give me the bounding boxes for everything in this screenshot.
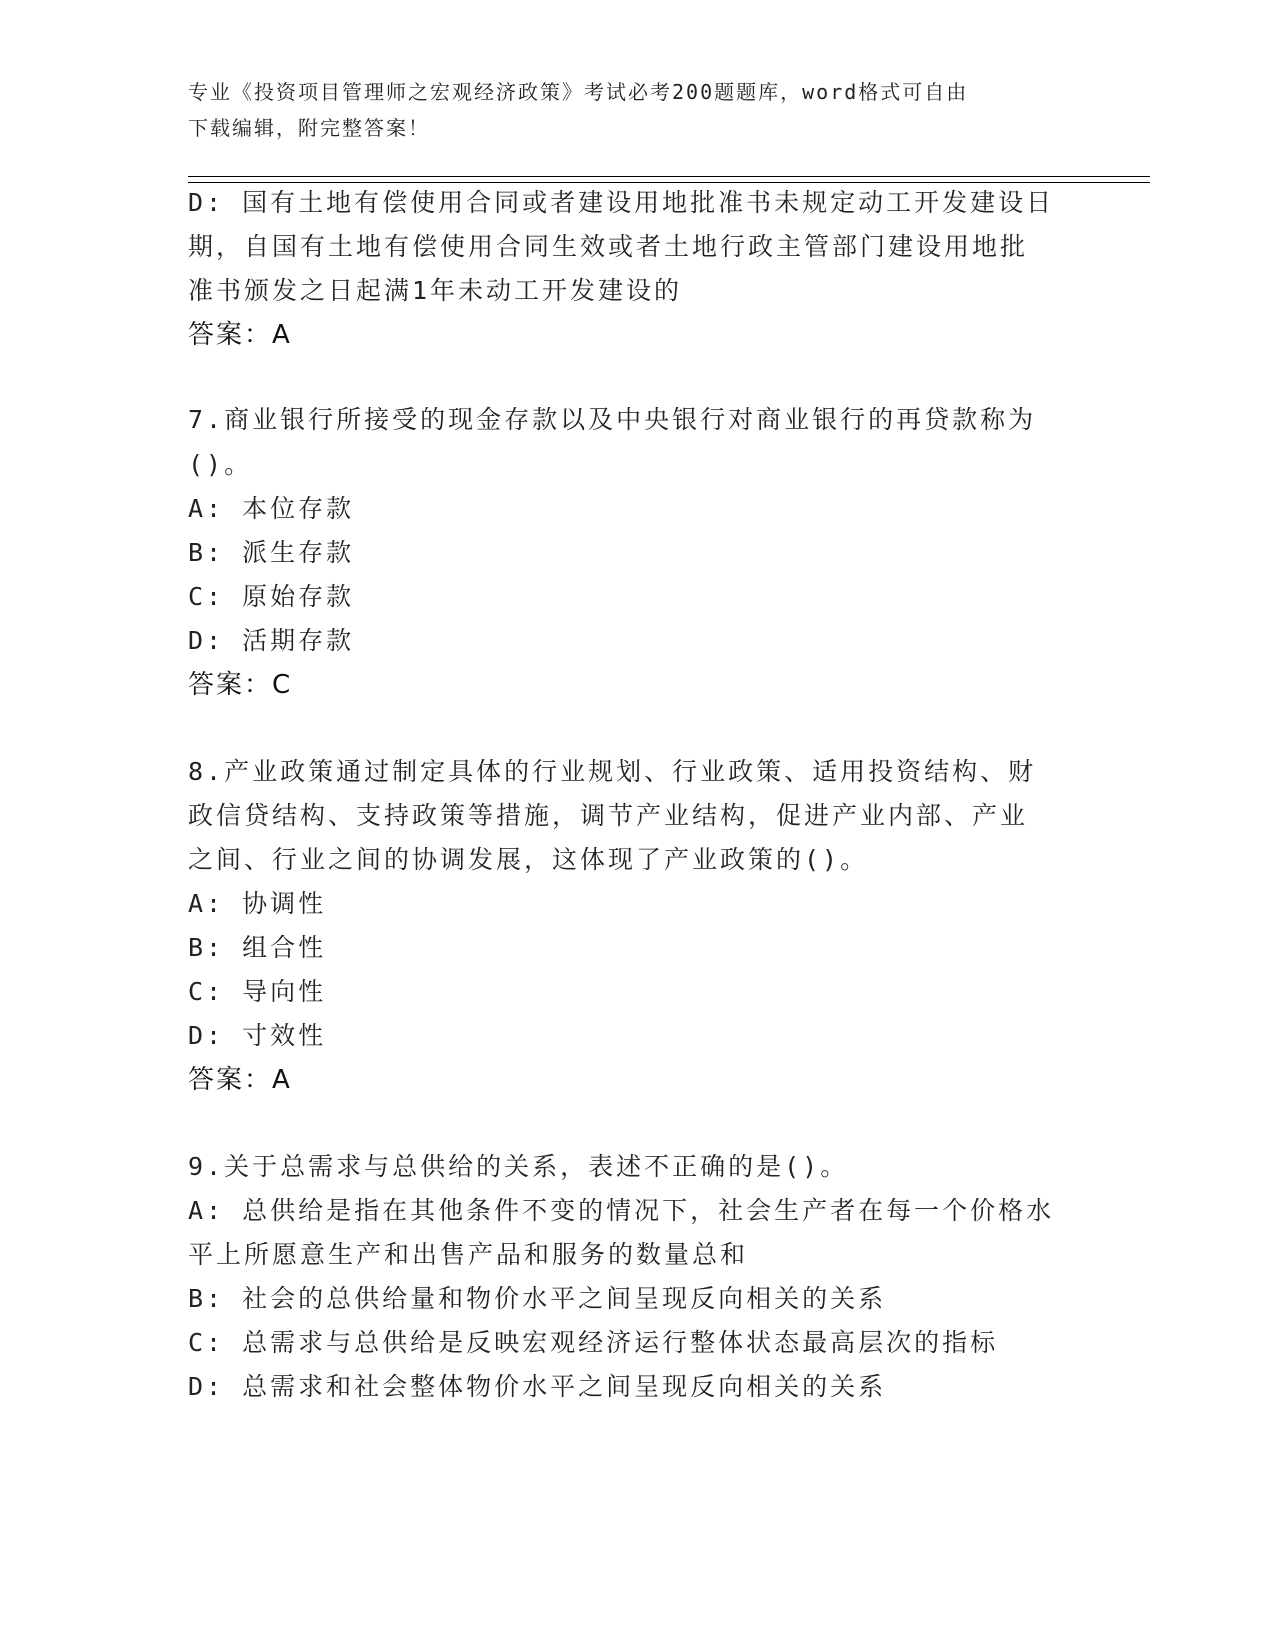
header-line-2: 下载编辑，附完整答案！ bbox=[188, 116, 430, 140]
q9-option-c: C: 总需求与总供给是反映宏观经济运行整体状态最高层次的指标 bbox=[188, 1328, 999, 1357]
header-line-1: 专业《投资项目管理师之宏观经济政策》考试必考200题题库，word格式可自由 bbox=[188, 80, 969, 104]
header-rule-top bbox=[188, 176, 1150, 177]
q8-stem-line-3: 之间、行业之间的协调发展，这体现了产业政策的()。 bbox=[188, 845, 869, 874]
q8-option-d: D: 寸效性 bbox=[188, 1021, 327, 1050]
document-header bbox=[188, 74, 1068, 146]
q8-answer: 答案：A bbox=[188, 1065, 292, 1095]
q7-answer: 答案：C bbox=[188, 670, 293, 700]
q7-stem-line-2: ()。 bbox=[188, 450, 253, 479]
header-rule-bottom bbox=[188, 182, 1150, 183]
q9-option-b: B: 社会的总供给量和物价水平之间呈现反向相关的关系 bbox=[188, 1284, 887, 1313]
q7-option-c: C: 原始存款 bbox=[188, 582, 355, 611]
q7-option-b: B: 派生存款 bbox=[188, 538, 355, 567]
q8-option-b: B: 组合性 bbox=[188, 933, 327, 962]
q9-stem-line-1: 9.关于总需求与总供给的关系，表述不正确的是()。 bbox=[188, 1152, 849, 1181]
q8-option-a: A: 协调性 bbox=[188, 889, 327, 918]
q8-option-c: C: 导向性 bbox=[188, 977, 327, 1006]
prev-option-d-line-3: 准书颁发之日起满1年未动工开发建设的 bbox=[188, 276, 683, 305]
q8-stem-line-2: 政信贷结构、支持政策等措施，调节产业结构，促进产业内部、产业 bbox=[188, 801, 1029, 830]
q9-option-a-line-1: A: 总供给是指在其他条件不变的情况下，社会生产者在每一个价格水 bbox=[188, 1196, 1055, 1225]
q8-stem-line-1: 8.产业政策通过制定具体的行业规划、行业政策、适用投资结构、财 bbox=[188, 757, 1037, 786]
q9-option-d: D: 总需求和社会整体物价水平之间呈现反向相关的关系 bbox=[188, 1372, 887, 1401]
q7-option-a: A: 本位存款 bbox=[188, 494, 355, 523]
q7-stem-line-1: 7.商业银行所接受的现金存款以及中央银行对商业银行的再贷款称为 bbox=[188, 405, 1037, 434]
q7-option-d: D: 活期存款 bbox=[188, 626, 355, 655]
prev-answer: 答案：A bbox=[188, 320, 292, 350]
prev-option-d-line-2: 期，自国有土地有偿使用合同生效或者土地行政主管部门建设用地批 bbox=[188, 232, 1029, 261]
prev-option-d-line-1: D: 国有土地有偿使用合同或者建设用地批准书未规定动工开发建设日 bbox=[188, 188, 1055, 217]
q9-option-a-line-2: 平上所愿意生产和出售产品和服务的数量总和 bbox=[188, 1240, 749, 1269]
